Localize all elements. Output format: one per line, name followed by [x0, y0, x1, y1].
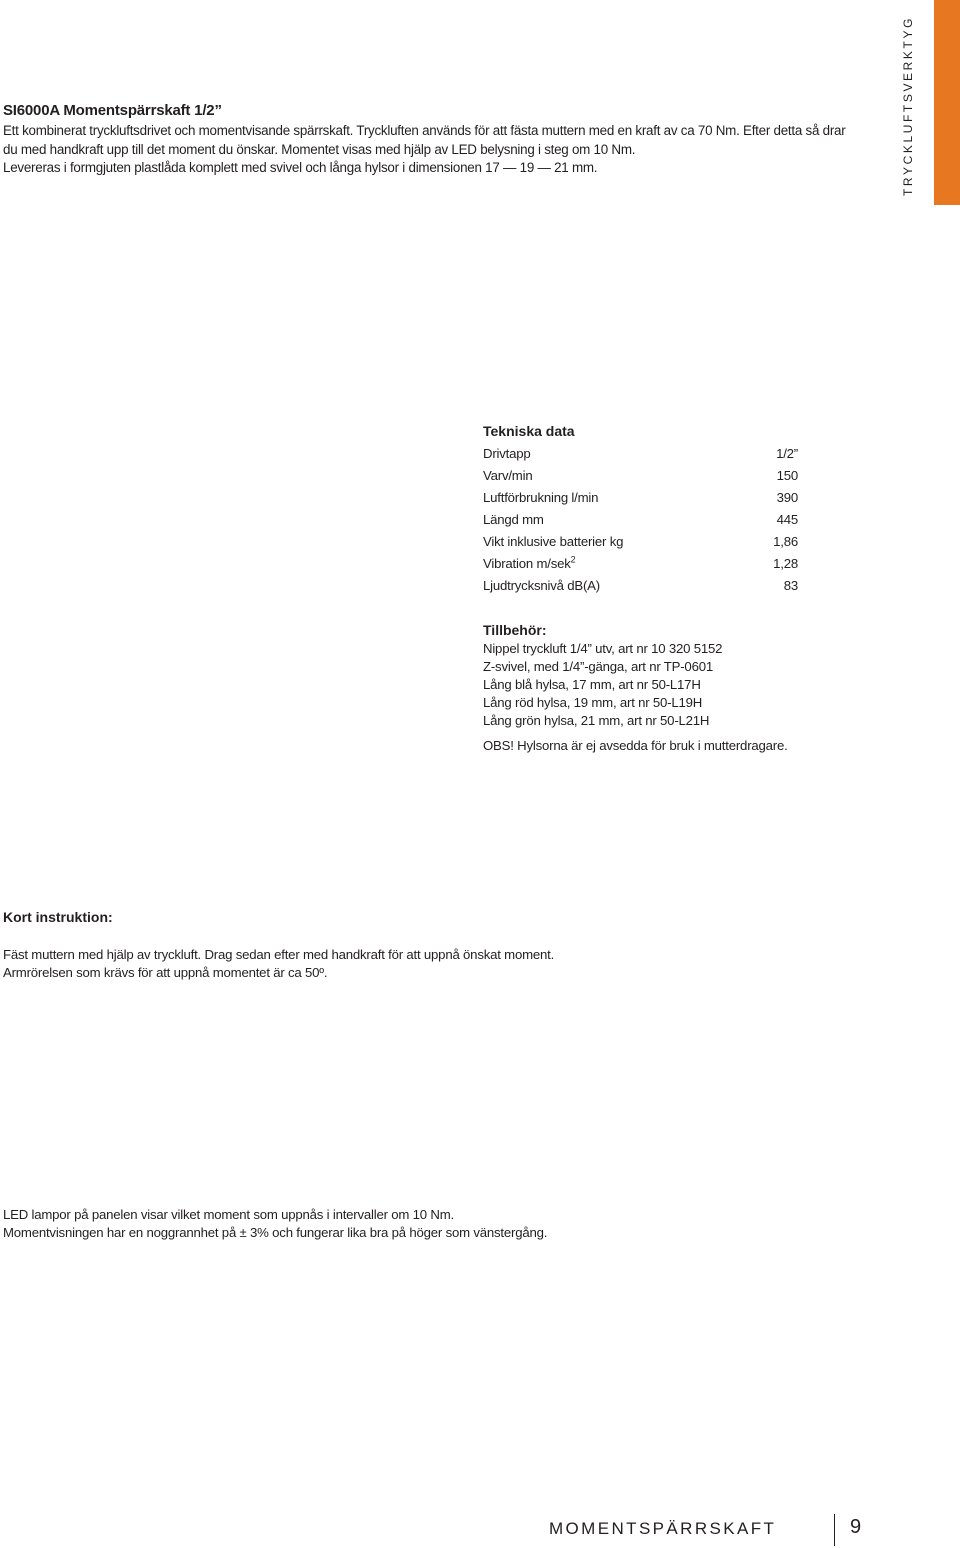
spec-row: [483, 487, 798, 509]
page-number: 9: [850, 1516, 862, 1538]
tech-specs: [483, 423, 798, 597]
spec-label: Varv/min: [483, 468, 533, 483]
led-line: LED lampor på panelen visar vilket moment som uppnås i intervaller om 10 Nm.: [3, 1207, 454, 1222]
accessory-item: Nippel tryckluft 1/4” utv, art nr 10 320 5152: [483, 641, 723, 656]
spec-label: Vikt inklusive batterier kg: [483, 534, 624, 549]
led-line: Momentvisningen har en noggrannhet på ± 3% och fungerar lika bra på höger som vänstergång.: [3, 1225, 548, 1240]
intro-line: du med handkraft upp till det moment du önskar. Momentet visas med hjälp av LED belysning i steg om 10 Nm.: [3, 141, 636, 157]
spec-value: 1,86: [773, 534, 798, 549]
spec-superscript: 2: [570, 554, 576, 565]
footer-divider: [834, 1514, 835, 1546]
spec-label: Ljudtrycksnivå dB(A): [483, 578, 600, 593]
spec-value: 1/2”: [776, 446, 798, 461]
spec-row: [483, 531, 798, 553]
spec-label: Drivtapp: [483, 446, 531, 461]
spec-label-wrap: [483, 553, 575, 575]
intro-line: Levereras i formgjuten plastlåda komplett med svivel och långa hylsor i dimensionen 17 — 19 — 21 mm.: [3, 160, 598, 175]
section-label: TRYCKLUFTSVERKTYG: [901, 15, 915, 196]
spec-label: Luftförbrukning l/min: [483, 490, 599, 505]
accessory-item: Lång röd hylsa, 19 mm, art nr 50-L19H: [483, 695, 703, 710]
spec-row: [483, 443, 798, 465]
accessory-item: Lång blå hylsa, 17 mm, art nr 50-L17H: [483, 677, 701, 692]
spec-value: 445: [776, 512, 798, 527]
instructions-heading: Kort instruktion:: [3, 909, 113, 925]
spec-value: 390: [776, 490, 798, 505]
spec-label: Vibration m/sek: [483, 556, 571, 571]
spec-row: [483, 553, 798, 575]
accessories-note: OBS! Hylsorna är ej avsedda för bruk i mutterdragare.: [483, 738, 788, 753]
instruction-line: Armrörelsen som krävs för att uppnå momentet är ca 50º.: [3, 965, 328, 980]
product-title: SI6000A Momentspärrskaft 1/2”: [3, 102, 222, 119]
footer-section-label: MOMENTSPÄRRSKAFT: [549, 1519, 777, 1538]
section-color-tab: [934, 0, 960, 205]
instruction-line: Fäst muttern med hjälp av tryckluft. Drag sedan efter med handkraft för att uppnå önskat moment.: [3, 947, 555, 962]
accessory-item: Lång grön hylsa, 21 mm, art nr 50-L21H: [483, 713, 710, 728]
accessory-item: Z-svivel, med 1/4”-gänga, art nr TP-0601: [483, 659, 713, 674]
spec-label: Längd mm: [483, 512, 544, 527]
spec-row: [483, 465, 798, 487]
spec-value: 83: [783, 578, 798, 593]
led-info: [3, 1206, 547, 1242]
spec-row: [483, 509, 798, 531]
spec-value: 1,28: [773, 556, 798, 571]
tech-heading: Tekniska data: [483, 423, 575, 439]
spec-value: 150: [776, 468, 798, 483]
product-intro: [3, 122, 846, 178]
accessories: [483, 622, 903, 755]
intro-line: Ett kombinerat tryckluftsdrivet och momentvisande spärrskaft. Tryckluften används för att fästa muttern med en kraft av ca 70 Nm. Efter detta så drar: [3, 123, 846, 138]
accessories-heading: Tillbehör:: [483, 622, 547, 638]
spec-row: [483, 575, 798, 597]
instructions-text: [3, 946, 554, 982]
